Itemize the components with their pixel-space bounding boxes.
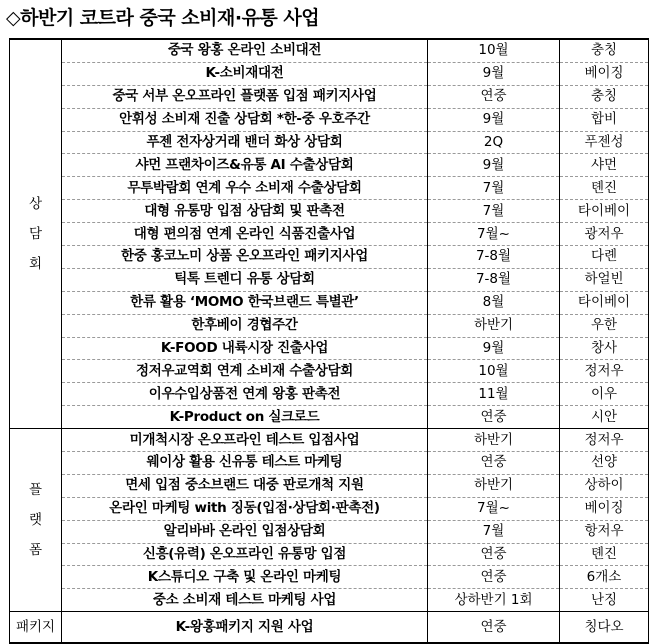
event-location-cell: 푸젠성 (560, 131, 649, 154)
event-period-cell: 10월 (428, 360, 560, 383)
event-location-cell: 충칭 (560, 39, 649, 62)
event-period-cell: 10월 (428, 39, 560, 62)
event-period-cell: 9월 (428, 62, 560, 85)
event-name-cell: 미개척시장 온오프라인 테스트 입점사업 (62, 429, 428, 452)
event-name-cell: 한후베이 경협주간 (62, 314, 428, 337)
table-row (10, 177, 649, 200)
event-period-cell: 연중 (428, 612, 560, 644)
event-period-cell: 연중 (428, 85, 560, 108)
table-row (10, 268, 649, 291)
table-row (10, 566, 649, 589)
event-location-cell: 항저우 (560, 520, 649, 543)
event-period-cell: 연중 (428, 452, 560, 475)
event-location-cell: 베이징 (560, 62, 649, 85)
event-name-cell: 한류 활용 ‘MOMO 한국브랜드 특별관’ (62, 291, 428, 314)
event-period-cell: 7월~ (428, 497, 560, 520)
event-name-cell: K-Product on 실크로드 (62, 406, 428, 429)
category-label: 패키지 (15, 619, 56, 636)
category-label: 회 (28, 256, 43, 273)
table-row (10, 39, 649, 62)
event-period-cell: 하반기 (428, 474, 560, 497)
event-name-cell: 대형 유통망 입점 상담회 및 판촉전 (62, 200, 428, 223)
table-row (10, 452, 649, 475)
category-cell (10, 612, 62, 644)
table-row (10, 131, 649, 154)
event-name-cell: K-왕홍패키지 지원 사업 (62, 612, 428, 644)
event-period-cell: 9월 (428, 154, 560, 177)
category-cell (10, 429, 62, 612)
table-row (10, 291, 649, 314)
event-location-cell: 우한 (560, 314, 649, 337)
event-name-cell: 알리바바 온라인 입점상담회 (62, 520, 428, 543)
event-location-cell: 선양 (560, 452, 649, 475)
table-row (10, 108, 649, 131)
event-location-cell: 하얼빈 (560, 268, 649, 291)
category-label: 랫 (28, 512, 43, 529)
event-name-cell: K-소비재대전 (62, 62, 428, 85)
event-location-cell: 타이베이 (560, 291, 649, 314)
event-location-cell: 타이베이 (560, 200, 649, 223)
event-location-cell: 6개소 (560, 566, 649, 589)
event-period-cell: 7월~ (428, 223, 560, 246)
event-location-cell: 정저우 (560, 429, 649, 452)
event-name-cell: 중소 소비재 테스트 마케팅 사업 (62, 589, 428, 612)
event-location-cell: 톈진 (560, 543, 649, 566)
event-name-cell: 중국 서부 온오프라인 플랫폼 입점 패키지사업 (62, 85, 428, 108)
table-row (10, 589, 649, 612)
event-period-cell: 7월 (428, 200, 560, 223)
event-name-cell: 이우수입상품전 연계 왕홍 판촉전 (62, 383, 428, 406)
event-location-cell: 광저우 (560, 223, 649, 246)
event-name-cell: K-FOOD 내륙시장 진출사업 (62, 337, 428, 360)
event-period-cell: 7-8월 (428, 246, 560, 269)
event-location-cell: 톈진 (560, 177, 649, 200)
event-name-cell: 샤먼 프랜차이즈&유통 AI 수출상담회 (62, 154, 428, 177)
category-label: 상 (28, 196, 43, 213)
event-name-cell: 중국 왕홍 온라인 소비대전 (62, 39, 428, 62)
event-name-cell: 푸젠 전자상거래 밴더 화상 상담회 (62, 131, 428, 154)
event-name-cell: 면세 입점 중소브랜드 대중 판로개척 지원 (62, 474, 428, 497)
event-name-cell: K스튜디오 구축 및 온라인 마케팅 (62, 566, 428, 589)
event-name-cell: 신흥(유력) 온오프라인 유통망 입점 (62, 543, 428, 566)
event-period-cell: 11월 (428, 383, 560, 406)
table-row (10, 520, 649, 543)
table-row (10, 406, 649, 429)
event-period-cell: 하반기 (428, 429, 560, 452)
table-row (10, 497, 649, 520)
event-period-cell: 7월 (428, 520, 560, 543)
business-table (9, 38, 649, 644)
table-row (10, 337, 649, 360)
table-row (10, 85, 649, 108)
table-row (10, 200, 649, 223)
event-name-cell: 무투박람회 연계 우수 소비재 수출상담회 (62, 177, 428, 200)
event-name-cell: 틱톡 트렌디 유통 상담회 (62, 268, 428, 291)
event-period-cell: 상하반기 1회 (428, 589, 560, 612)
event-name-cell: 온라인 마케팅 with 징동(입점·상담회·판촉전) (62, 497, 428, 520)
event-period-cell: 8월 (428, 291, 560, 314)
table-row (10, 383, 649, 406)
category-label: 폼 (28, 542, 43, 559)
event-period-cell: 2Q (428, 131, 560, 154)
event-period-cell: 연중 (428, 566, 560, 589)
table-row (10, 314, 649, 337)
event-period-cell: 9월 (428, 337, 560, 360)
event-name-cell: 한중 홍코노미 상품 온오프라인 패키지사업 (62, 246, 428, 269)
page-title: ◇하반기 코트라 중국 소비재·유통 사업 (6, 7, 320, 29)
event-location-cell: 이우 (560, 383, 649, 406)
event-location-cell: 샤먼 (560, 154, 649, 177)
event-name-cell: 대형 편의점 연계 온라인 식품진출사업 (62, 223, 428, 246)
event-period-cell: 7월 (428, 177, 560, 200)
event-period-cell: 9월 (428, 108, 560, 131)
event-location-cell: 베이징 (560, 497, 649, 520)
event-location-cell: 난징 (560, 589, 649, 612)
event-period-cell: 연중 (428, 406, 560, 429)
category-cell (10, 39, 62, 429)
event-location-cell: 창사 (560, 337, 649, 360)
event-period-cell: 7-8월 (428, 268, 560, 291)
table-row (10, 543, 649, 566)
category-label: 담 (28, 226, 43, 243)
table-row (10, 429, 649, 452)
event-location-cell: 다롄 (560, 246, 649, 269)
table-row (10, 223, 649, 246)
table-row (10, 474, 649, 497)
event-location-cell: 충칭 (560, 85, 649, 108)
event-location-cell: 정저우 (560, 360, 649, 383)
table-row (10, 62, 649, 85)
event-period-cell: 하반기 (428, 314, 560, 337)
table-row (10, 360, 649, 383)
event-location-cell: 시안 (560, 406, 649, 429)
event-location-cell: 상하이 (560, 474, 649, 497)
event-period-cell: 연중 (428, 543, 560, 566)
event-location-cell: 칭다오 (560, 612, 649, 644)
table-row (10, 154, 649, 177)
table-row (10, 612, 649, 644)
event-name-cell: 정저우교역회 연계 소비재 수출상담회 (62, 360, 428, 383)
event-name-cell: 안휘성 소비재 진출 상담회 *한-중 우호주간 (62, 108, 428, 131)
table-row (10, 246, 649, 269)
event-location-cell: 합비 (560, 108, 649, 131)
category-label: 플 (28, 482, 43, 499)
event-name-cell: 웨이상 활용 신유통 테스트 마케팅 (62, 452, 428, 475)
